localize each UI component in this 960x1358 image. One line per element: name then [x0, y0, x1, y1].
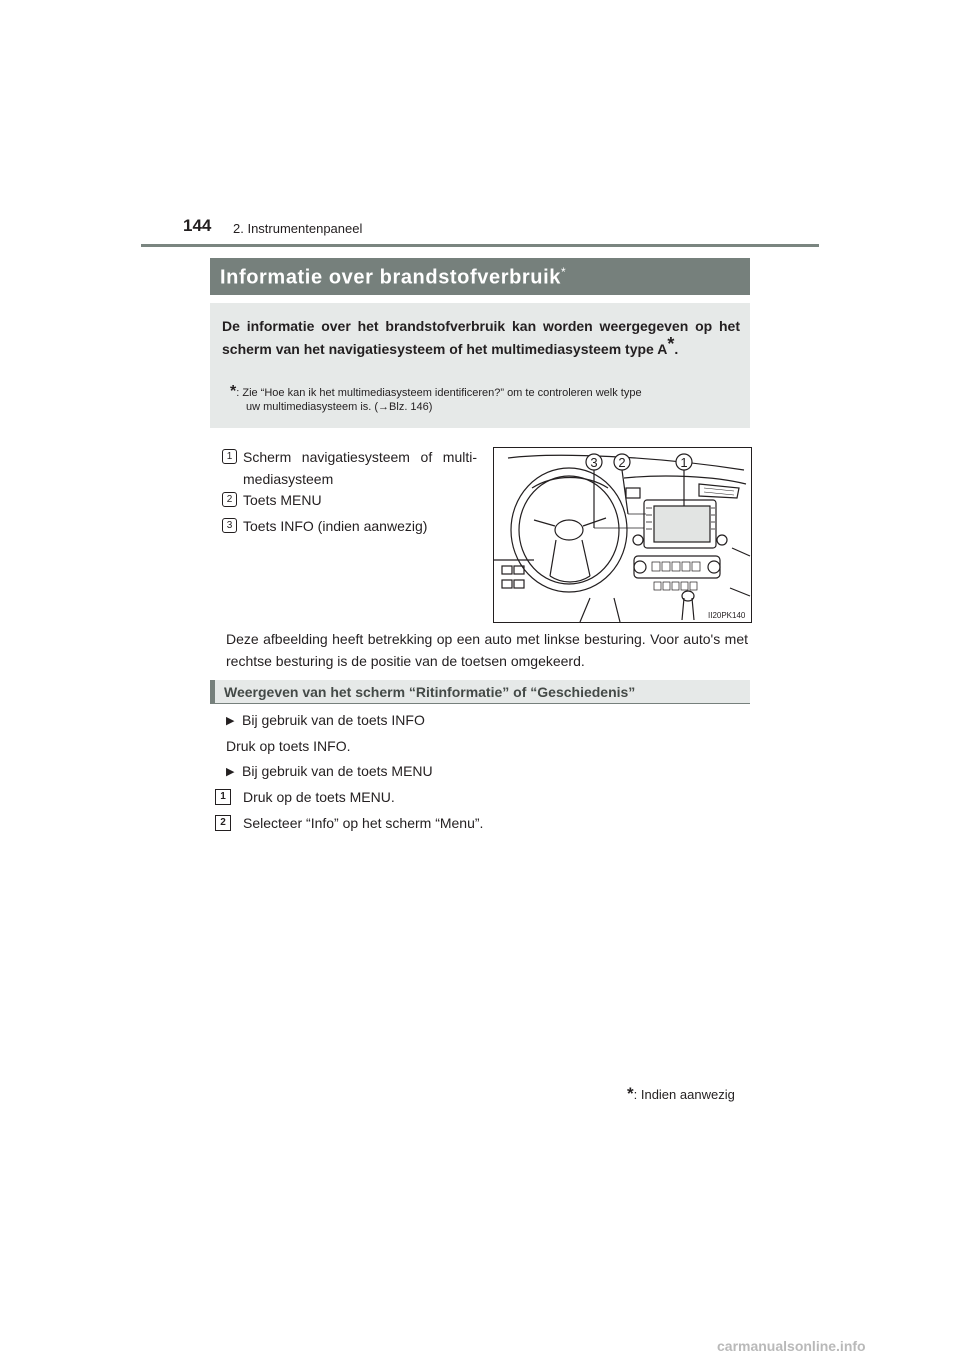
subsection-accent	[210, 680, 215, 703]
intro-note-mark: *	[230, 383, 237, 400]
chapter-title: 2. Instrumentenpaneel	[233, 221, 363, 236]
callout-text-2: Toets MENU	[243, 492, 322, 508]
callout-text-3: Toets INFO (indien aanwezig)	[243, 518, 428, 534]
callout-number-1: 1	[222, 449, 237, 464]
info-step: Druk op toets INFO.	[226, 738, 351, 754]
header-rule	[141, 244, 819, 247]
footnote	[627, 1084, 735, 1104]
intro-note-line1: : Zie “Hoe kan ik het multimediasysteem identificeren?” om te controleren welk type	[236, 387, 642, 399]
intro-text	[222, 315, 740, 360]
intro-period: .	[674, 341, 679, 357]
step-text-2: Selecteer “Info” op het scherm “Menu”.	[243, 815, 484, 831]
dashboard-drawing	[494, 448, 751, 622]
callout-text-1: Scherm navigatiesysteem of multi-mediasysteem	[243, 449, 477, 487]
step-text-1: Druk op de toets MENU.	[243, 789, 395, 805]
callout-number-2: 2	[222, 492, 237, 507]
triangle-bullet-icon: ▶	[226, 715, 235, 727]
dashboard-illustration	[493, 447, 752, 623]
step-number-2: 2	[215, 815, 231, 831]
intro-text-body: De informatie over het brandstofverbruik kan worden weergegeven op het scherm van het navigatiesysteem of het multimediasysteem type A	[222, 318, 740, 357]
section-title	[220, 265, 566, 290]
section-title-mark: *	[560, 265, 567, 279]
subsection-title: Weergeven van het scherm “Ritinformatie” of “Geschiedenis”	[224, 684, 636, 700]
triangle-bullet-icon: ▶	[226, 766, 235, 778]
intro-note	[230, 383, 742, 402]
subsection-rule	[210, 703, 750, 704]
intro-note-line2: uw multimediasysteem is. (→Blz. 146)	[246, 401, 433, 413]
page-number: 144	[183, 216, 212, 235]
step-number-1: 1	[215, 789, 231, 805]
callout-number-3: 3	[222, 518, 237, 533]
intro-star: *	[667, 334, 675, 354]
diagram-code: II20PK140	[708, 611, 746, 620]
watermark: carmanualsonline.info	[717, 1338, 866, 1354]
diagram-label-1: 1	[680, 455, 688, 470]
menu-heading: Bij gebruik van de toets MENU	[242, 763, 433, 779]
body-paragraph: Deze afbeelding heeft betrekking op een auto met linkse besturing. Voor auto's met rechtse besturing is de positie van de toetsen omgekeerd.	[226, 631, 748, 669]
footnote-text: : Indien aanwezig	[633, 1087, 735, 1102]
diagram-label-2: 2	[618, 455, 626, 470]
section-title-text: Informatie over brandstofverbruik	[220, 266, 561, 289]
diagram-label-3: 3	[590, 455, 598, 470]
info-heading: Bij gebruik van de toets INFO	[242, 712, 425, 728]
footnote-mark: *	[627, 1084, 634, 1103]
